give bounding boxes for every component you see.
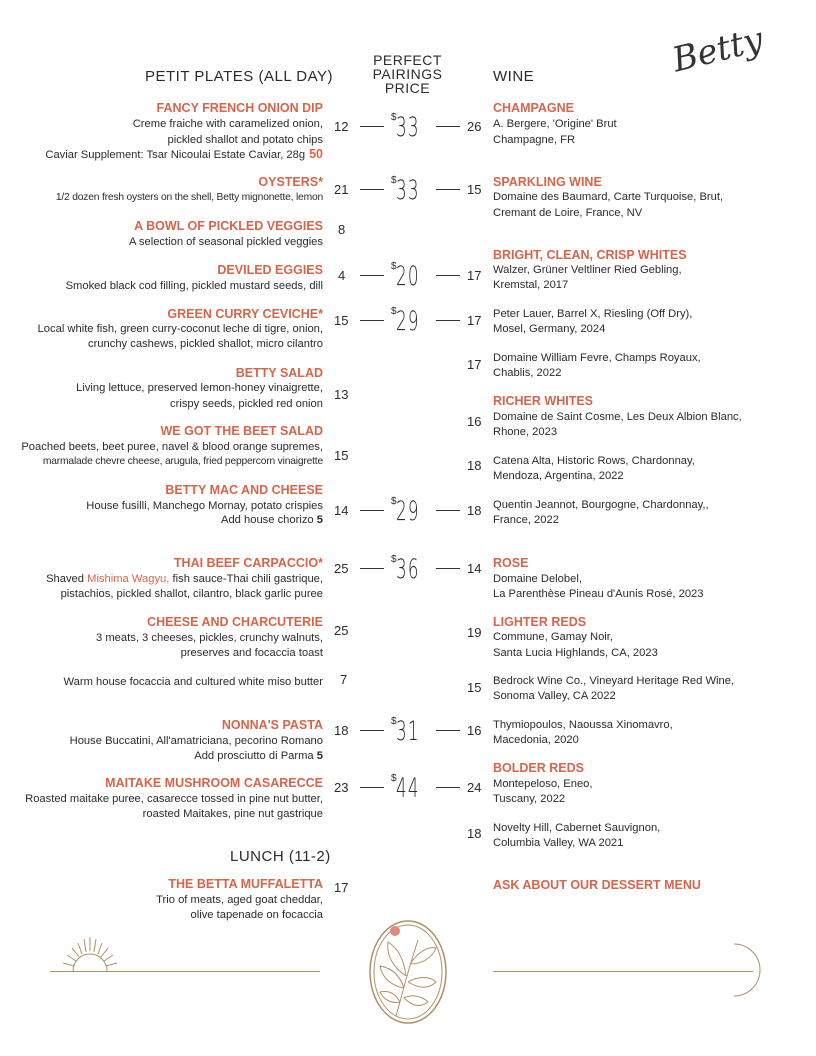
wine-price: 17	[467, 313, 482, 328]
menu-item-desc: pickled shallot and potato chips	[167, 134, 323, 146]
menu-item-desc: 3 meats, 3 cheeses, pickles, crunchy walnuts,	[96, 632, 323, 644]
plate-price: 25	[334, 623, 349, 638]
menu-item-desc: Poached beets, beet puree, navel & blood orange supremes,	[21, 441, 323, 453]
menu-item-title: GREEN CURRY CEVICHE*	[167, 307, 323, 321]
divider	[360, 568, 384, 569]
pairing-price: $ 29	[360, 304, 460, 338]
betty-logo: Betty	[668, 19, 768, 81]
divider	[436, 730, 460, 731]
wine-desc: Walzer, Grüner Veltliner Ried Gebling,	[493, 264, 682, 276]
divider	[360, 275, 384, 276]
wine-category: ROSE	[493, 556, 529, 570]
plate-price: 7	[340, 672, 348, 687]
divider	[360, 730, 384, 731]
plate-price: 17	[334, 880, 349, 895]
wine-desc: Peter Lauer, Barrel X, Riesling (Off Dry),	[493, 308, 693, 320]
divider	[436, 787, 460, 788]
wine-desc: Thymiopoulos, Naoussa Xinomavro,	[493, 719, 673, 731]
menu-item-addon: Add prosciutto di Parma 5	[194, 750, 323, 762]
wine-category: BOLDER REDS	[493, 761, 584, 775]
pairing-price: $ 31	[360, 714, 460, 748]
supplement-price: 50	[309, 147, 323, 161]
wine-price: 16	[467, 723, 482, 738]
menu-item-desc: olive tapenade on focaccia	[190, 909, 323, 921]
wine-desc: Domaine des Baumard, Carte Turquoise, Brut,	[493, 191, 724, 203]
wine-price: 16	[467, 414, 482, 429]
menu-item-title: FANCY FRENCH ONION DIP	[156, 101, 323, 115]
divider	[360, 787, 384, 788]
wine-desc: Catena Alta, Historic Rows, Chardonnay,	[493, 455, 695, 467]
menu-item-desc: Local white fish, green curry-coconut leche di tigre, onion,	[37, 323, 323, 335]
menu-item-title: OYSTERS*	[258, 175, 323, 189]
plate-price: 15	[334, 448, 349, 463]
divider	[436, 189, 460, 190]
wine-category: SPARKLING WINE	[493, 175, 602, 189]
pairing-price: $ 20	[360, 259, 460, 293]
plate-price: 18	[334, 723, 349, 738]
divider	[436, 568, 460, 569]
divider	[436, 126, 460, 127]
wine-desc: Mosel, Germany, 2024	[493, 323, 606, 335]
wine-desc: Bedrock Wine Co., Vineyard Heritage Red Wine,	[493, 675, 735, 687]
wine-desc: Sonoma Valley, CA 2022	[493, 690, 616, 702]
menu-item-desc: Trio of meats, aged goat cheddar,	[156, 894, 323, 906]
plate-price: 4	[338, 268, 346, 283]
menu-item-title: A BOWL OF PICKLED VEGGIES	[134, 219, 323, 233]
wine-desc: Kremstal, 2017	[493, 279, 569, 291]
menu-item-title: BETTY MAC AND CHEESE	[165, 483, 323, 497]
menu-item-title: WE GOT THE BEET SALAD	[160, 424, 323, 438]
divider	[436, 275, 460, 276]
wine-category: BRIGHT, CLEAN, CRISP WHITES	[493, 248, 687, 262]
divider	[360, 510, 384, 511]
wine-desc: Montepeloso, Eneo,	[493, 778, 593, 790]
menu-item-desc: House fusilli, Manchego Mornay, potato crispies	[86, 500, 323, 512]
plate-price: 8	[338, 222, 346, 237]
wine-desc: France, 2022	[493, 514, 559, 526]
wine-desc: Cremant de Loire, France, NV	[493, 207, 643, 219]
menu-item-desc: pistachios, pickled shallot, cilantro, black garlic puree	[60, 588, 323, 600]
wine-category: LIGHTER REDS	[493, 615, 587, 629]
pairing-price: $ 33	[360, 110, 460, 144]
wine-price: 14	[467, 561, 482, 576]
menu-item-desc: Shaved Mishima Wagyu, fish sauce-Thai chili gastrique,	[46, 573, 323, 585]
menu-item-desc: House Buccatini, All'amatriciana, pecorino Romano	[69, 735, 323, 747]
menu-item-desc: Warm house focaccia and cultured white miso butter	[63, 676, 323, 688]
menu-item-desc: A selection of seasonal pickled veggies	[128, 236, 323, 248]
menu-item-desc: Creme fraiche with caramelized onion,	[132, 118, 323, 130]
menu-item-addon: Add house chorizo 5	[220, 514, 323, 526]
menu-item-title: CHEESE AND CHARCUTERIE	[147, 615, 323, 629]
divider	[360, 126, 384, 127]
menu-item-desc: 1/2 dozen fresh oysters on the shell, Betty mignonette, lemon	[55, 192, 323, 203]
wine-desc: Mendoza, Argentina, 2022	[493, 470, 624, 482]
plate-price: 25	[334, 561, 349, 576]
menu-item-title: BETTY SALAD	[235, 366, 323, 380]
menu-item-desc: Smoked black cod filling, pickled mustard seeds, dill	[65, 280, 323, 292]
menu-item-desc: roasted Maitakes, pine nut gastrique	[142, 808, 323, 820]
wine-desc: Domaine Delobel,	[493, 573, 582, 585]
plate-price: 21	[334, 182, 349, 197]
wine-desc: Chablis, 2022	[493, 367, 562, 379]
plate-price: 23	[334, 780, 349, 795]
petit-plates-heading: PETIT PLATES (ALL DAY)	[145, 68, 333, 85]
menu-item-desc: crunchy cashews, pickled shallot, micro cilantro	[87, 338, 323, 350]
menu-item-title: NONNA'S PASTA	[221, 718, 323, 732]
wine-desc: Champagne, FR	[493, 134, 576, 146]
pairing-price: $ 36	[360, 552, 460, 586]
wine-desc: La Parenthèse Pineau d'Aunis Rosé, 2023	[493, 588, 704, 600]
wine-desc: Santa Lucia Highlands, CA, 2023	[493, 647, 658, 659]
wine-desc: Domaine de Saint Cosme, Les Deux Albion Blanc,	[493, 411, 742, 423]
dessert-note: ASK ABOUT OUR DESSERT MENU	[493, 878, 701, 892]
divider	[360, 189, 384, 190]
pairings-heading: PERFECT PAIRINGS PRICE	[372, 52, 443, 96]
leaf-emblem-icon	[366, 916, 450, 1028]
wine-price: 17	[467, 357, 482, 372]
menu-item-desc: preserves and focaccia toast	[180, 647, 323, 659]
wine-price: 24	[467, 780, 482, 795]
plate-price: 15	[334, 313, 349, 328]
caviar-supplement: Caviar Supplement: Tsar Nicoulai Estate Caviar, 28g 50	[45, 147, 323, 161]
wine-desc: A. Bergere, 'Origine' Brut	[493, 118, 617, 130]
wine-desc: Macedonia, 2020	[493, 734, 579, 746]
menu-item-desc: Living lettuce, preserved lemon-honey vinaigrette,	[76, 382, 323, 394]
footer-divider	[493, 971, 753, 972]
wine-heading: WINE	[493, 68, 535, 85]
wine-desc: Quentin Jeannot, Bourgogne, Chardonnay,,	[493, 499, 709, 511]
wine-price: 15	[467, 680, 482, 695]
wine-desc: Rhone, 2023	[493, 426, 558, 438]
divider	[436, 510, 460, 511]
wine-desc: Commune, Gamay Noir,	[493, 631, 613, 643]
wine-category: CHAMPAGNE	[493, 101, 575, 115]
plate-price: 12	[334, 119, 349, 134]
pairing-price: $ 33	[360, 173, 460, 207]
wine-price: 17	[467, 268, 482, 283]
lunch-heading: LUNCH (11-2)	[230, 848, 331, 865]
wine-price: 19	[467, 625, 482, 640]
crescent-moon-icon	[720, 940, 770, 1000]
menu-item-title: DEVILED EGGIES	[217, 263, 323, 277]
menu-item-title: MAITAKE MUSHROOM CASARECCE	[105, 776, 323, 790]
pairing-price: $ 29	[360, 494, 460, 528]
wine-price: 18	[467, 503, 482, 518]
sunrise-icon	[55, 935, 125, 975]
menu-item-desc: crispy seeds, pickled red onion	[170, 398, 323, 410]
divider	[436, 320, 460, 321]
divider	[360, 320, 384, 321]
wine-price: 18	[467, 458, 482, 473]
menu-item-desc: marmalade chevre cheese, arugula, fried peppercorn vinaigrette	[42, 456, 323, 467]
wine-price: 18	[467, 826, 482, 841]
wine-price: 26	[467, 119, 482, 134]
wine-price: 15	[467, 182, 482, 197]
wine-category: RICHER WHITES	[493, 394, 593, 408]
menu-item-title: THE BETTA MUFFALETTA	[168, 877, 323, 891]
menu-item-desc: Roasted maitake puree, casarecce tossed in pine nut butter,	[25, 793, 323, 805]
pairing-price: $ 44	[360, 771, 460, 805]
wine-desc: Domaine William Fevre, Champs Royaux,	[493, 352, 701, 364]
wine-desc: Columbia Valley, WA 2021	[493, 837, 624, 849]
wine-desc: Tuscany, 2022	[493, 793, 566, 805]
wine-desc: Novelty Hill, Cabernet Sauvignon,	[493, 822, 661, 834]
plate-price: 14	[334, 503, 349, 518]
plate-price: 13	[334, 387, 349, 402]
menu-item-title: THAI BEEF CARPACCIO*	[173, 556, 323, 570]
